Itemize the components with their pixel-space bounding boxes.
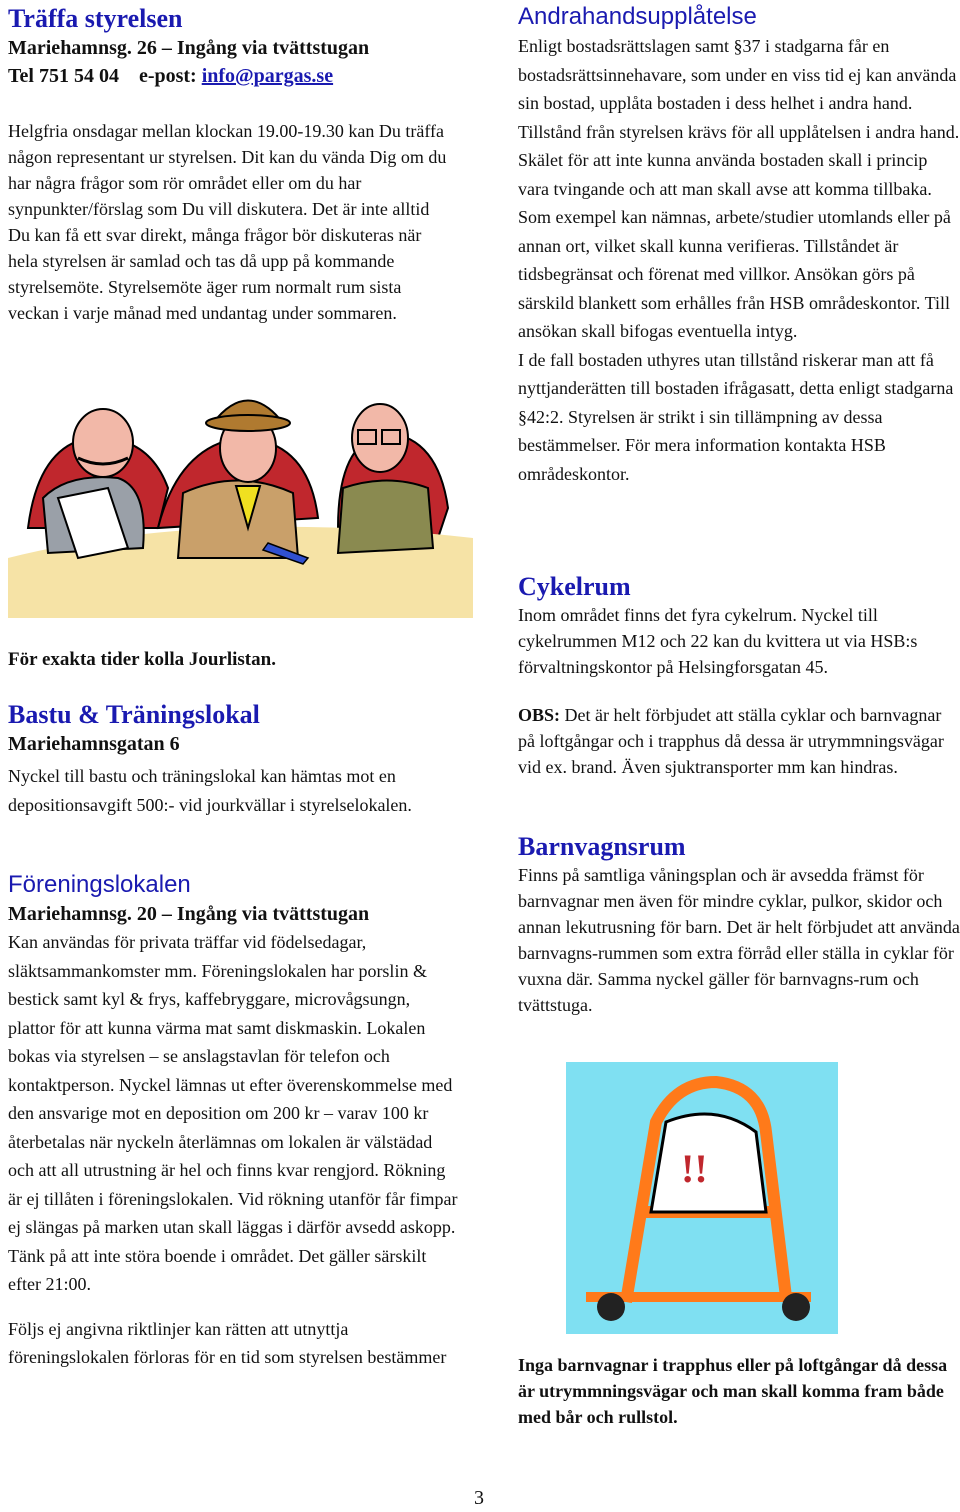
andrahand-title: Andrahandsupplåtelse <box>518 3 757 30</box>
obs-body: Det är helt förbjudet att ställa cyklar och barnvagnar på loftgångar och i trapphus då dessa är utrymmningsvägar vid ex. brand. Även sjuktransporter mm kan hindras. <box>518 705 944 777</box>
cykelrum-obs <box>518 702 960 780</box>
styrelsen-title: Träffa styrelsen <box>8 4 183 33</box>
forening-warning: Följs ej angivna riktlinjer kan rätten att utnyttja föreningslokalen förloras för en tid som styrelsen bestämmer <box>8 1318 447 1367</box>
board-meeting-illustration <box>8 378 473 618</box>
forening-body: Kan användas för privata träffar vid födelsedagar, släktsammankomster mm. Föreningslokalen har porslin & bestick samt kyl & frys, kaffebryggare, microvågsungn, plattor för att kunna värma mat samt diskmaskin. Lokalen bokas via styrelsen – se anslagstavlan för telefon och kontaktperson. Nyckel lämnas ut efter överenskommelse med den ansvarige mot en deposition om 200 kr – varav 100 kr återbetalas när nyckeln återlämnas om lokalen är välstädad och att all utrustning är hel och finns kvar rengjord. Rökning är ej tillåten i föreningslokalen. Vid rökning utanför får fimpar ej slängas på marken utan skall läggas i därför avsedd askopp. Tänk på att inte störa boende i området. Det gäller särskilt efter 21:00. <box>8 932 458 1294</box>
styrelsen-body: Helgfria onsdagar mellan klockan 19.00-19.30 kan Du träffa någon representant ur styrelsen. Dit kan du vända Dig om du har några frågor som rör området eller om du har synpunkter/förslag som Du vill diskutera. Det är inte alltid Du kan få ett svar direkt, många frågor bör diskuteras när hela styrelsen är samlad och tas då upp på kommande styrelsemöte. Styrelsemöte äger rum normalt rum sista veckan i varje månad med undantag under sommaren. <box>8 121 447 323</box>
andrahand-body2: I de fall bostaden uthyres utan tillstånd riskerar man att få nyttjanderätten till bostaden ifrågasatt, detta enligt stadgarna §42:2. Styrelsen är strikt i sin tillämpning av dessa bestämmelser. För mera information kontakta HSB områdeskontor. <box>518 349 954 484</box>
cykelrum-title: Cykelrum <box>518 572 631 601</box>
styrelsen-contact <box>8 62 458 90</box>
forening-address: Mariehamnsg. 20 – Ingång via tvättstugan <box>8 903 370 925</box>
email-link[interactable]: info@pargas.se <box>201 65 334 87</box>
phone-text: Tel 751 54 04 e-post: <box>8 65 197 87</box>
page-number: 3 <box>474 1487 484 1509</box>
barnvagn-warning: Inga barnvagnar i trapphus eller på loftgångar då dessa är utrymmningsvägar och man skall komma fram både med bår och rullstol. <box>518 1355 948 1427</box>
forening-title: Föreningslokalen <box>8 871 191 898</box>
barnvagn-body: Finns på samtliga våningsplan och är avsedda främst för barnvagnar men även för mindre cyklar, pulkor, skidor och annan lekutrusning för barn. Det är helt förbjudet att använda barnvagns-rummen som extra förråd eller ställa in cyklar för vuxna där. Samma nyckel gäller för barnvagns-rum och tvättstuga. <box>518 865 960 1015</box>
styrelsen-footnote: För exakta tider kolla Jourlistan. <box>8 649 276 670</box>
barnvagn-title: Barnvagnsrum <box>518 832 686 861</box>
stroller-illustration <box>566 1062 838 1334</box>
andrahand-body: Enligt bostadsrättslagen samt §37 i stadgarna får en bostadsrättsinnehavare, som under en viss tid ej kan använda sin bostad, upplåta bostaden i dess helhet i andra hand. Tillstånd från styrelsen krävs för all upplåtelsen i andra hand. Skälet för att inte kunna använda bostaden skall i princip vara tvingande och att man skall avse att komma tillbaka. Som exempel kan nämnas, arbete/studier utomlands eller på annan ort, vilket skall kunna verifieras. Tillståndet är tidsbegränsat och förenat med villkor. Ansökan görs på särskild blankett som erhålles från HSB områdeskontor. Till ansökan skall bifogas eventuella intyg. <box>518 36 960 341</box>
bastu-title: Bastu & Träningslokal <box>8 700 260 729</box>
obs-label: OBS: <box>518 705 561 725</box>
styrelsen-address: Mariehamnsg. 26 – Ingång via tvättstugan <box>8 37 370 59</box>
svg-text:!!: !! <box>681 1146 708 1191</box>
cykelrum-body: Inom området finns det fyra cykelrum. Nyckel till cykelrummen M12 och 22 kan du kvittera ut via HSB:s förvaltningskontor på Helsingforsgatan 45. <box>518 605 918 677</box>
bastu-body: Nyckel till bastu och träningslokal kan hämtas mot en depositionsavgift 500:- vid jourkvällar i styrelselokalen. <box>8 766 412 815</box>
bastu-address: Mariehamnsgatan 6 <box>8 733 180 755</box>
